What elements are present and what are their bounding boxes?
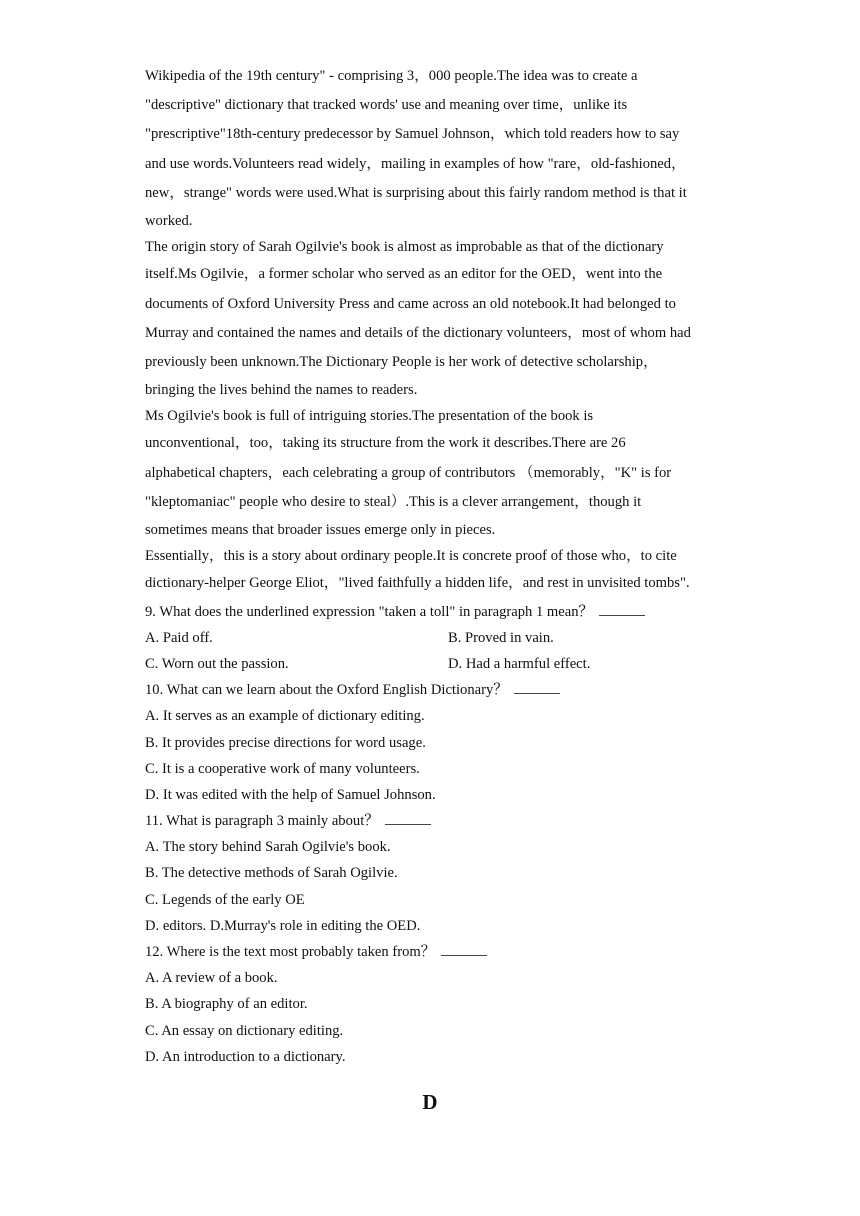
text-line: Murray and contained the names and details of the dictionary volunteers，most of whom had [145, 324, 691, 341]
option-a[interactable]: A. The story behind Sarah Ogilvie's book. [145, 839, 391, 856]
question-stem: 10. What can we learn about the Oxford English Dictionary？ [145, 682, 508, 699]
text-line: sometimes means that broader issues emerge only in pieces. [145, 522, 496, 538]
text-line: The origin story of Sarah Ogilvie's book is almost as improbable as that of the dictionary [145, 239, 664, 256]
text-line: "prescriptive"18th-century predecessor by Samuel Johnson，which told readers how to say [145, 126, 680, 143]
answer-blank[interactable] [385, 812, 431, 825]
question-stem: 11. What is paragraph 3 mainly about？ [145, 813, 379, 830]
answer-blank[interactable] [514, 681, 560, 694]
option-d[interactable]: D. editors. D.Murray's role in editing the OED. [145, 917, 421, 934]
section-heading: D [422, 1090, 438, 1114]
option-b[interactable]: B. The detective methods of Sarah Ogilvie. [145, 865, 398, 882]
text-line: and use words.Volunteers read widely，mailing in examples of how "rare，old-fashioned， [145, 155, 686, 172]
text-line: "kleptomaniac" people who desire to steal）.This is a clever arrangement，though it [145, 493, 642, 510]
text-line: alphabetical chapters，each celebrating a group of contributors （memorably，"K" is for [145, 464, 672, 481]
option-b[interactable]: B. Proved in vain. [448, 629, 554, 646]
answer-blank[interactable] [599, 603, 645, 616]
paragraph-3 [145, 403, 720, 543]
text-line: dictionary-helper George Eliot，"lived faithfully a hidden life，and rest in unvisited tombs". [145, 575, 690, 592]
paragraph-2 [145, 234, 720, 403]
option-c[interactable]: C. An essay on dictionary editing. [145, 1022, 344, 1039]
option-c[interactable]: C. It is a cooperative work of many volunteers. [145, 760, 420, 777]
option-a[interactable]: A. It serves as an example of dictionary editing. [145, 708, 425, 725]
text-line: documents of Oxford University Press and came across an old notebook.It had belonged to [145, 295, 676, 312]
option-c[interactable]: C. Worn out the passion. [145, 655, 289, 672]
question-stem: 12. Where is the text most probably taken from？ [145, 944, 436, 960]
option-a[interactable]: A. Paid off. [145, 629, 213, 646]
text-line: Wikipedia of the 19th century" - comprising 3，000 people.The idea was to create a [145, 68, 638, 84]
text-line: Ms Ogilvie's book is full of intriguing stories.The presentation of the book is [145, 408, 594, 425]
text-line: "descriptive" dictionary that tracked words' use and meaning over time，unlike its [145, 97, 628, 114]
text-line: Essentially，this is a story about ordinary people.It is concrete proof of those who，to cite [145, 548, 677, 565]
option-d[interactable]: D. An introduction to a dictionary. [145, 1048, 346, 1065]
text-line: itself.Ms Ogilvie，a former scholar who served as an editor for the OED，went into the [145, 266, 663, 283]
option-a[interactable]: A. A review of a book. [145, 970, 278, 987]
question-12 [145, 939, 720, 1070]
text-line: worked. [145, 212, 193, 229]
answer-blank[interactable] [441, 943, 487, 956]
option-d[interactable]: D. It was edited with the help of Samuel Johnson. [145, 786, 436, 803]
document-page [145, 62, 720, 1070]
option-b[interactable]: B. It provides precise directions for word usage. [145, 734, 426, 751]
question-9 [145, 599, 720, 678]
question-stem: 9. What does the underlined expression "taken a toll" in paragraph 1 mean？ [145, 603, 594, 620]
text-line: unconventional，too，taking its structure from the work it describes.There are 26 [145, 435, 626, 452]
option-d[interactable]: D. Had a harmful effect. [448, 655, 591, 672]
text-line: new，strange" words were used.What is surprising about this fairly random method is that it [145, 184, 687, 201]
text-line: previously been unknown.The Dictionary People is her work of detective scholarship， [145, 353, 658, 370]
paragraph-1 [145, 62, 720, 234]
text-line: bringing the lives behind the names to readers. [145, 382, 418, 399]
option-b[interactable]: B. A biography of an editor. [145, 996, 308, 1013]
option-c[interactable]: C. Legends of the early OE [145, 891, 305, 908]
paragraph-4 [145, 543, 720, 598]
question-10 [145, 677, 720, 808]
question-11 [145, 808, 720, 939]
